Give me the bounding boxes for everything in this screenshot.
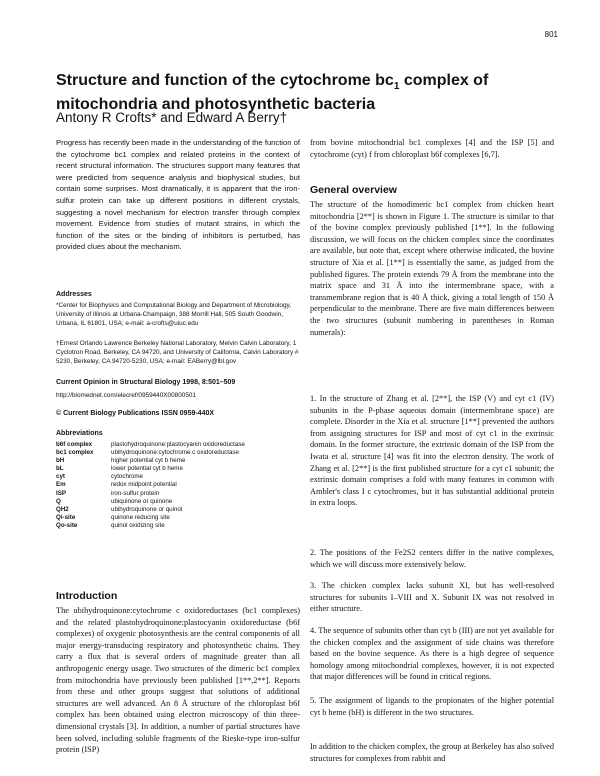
copyright: © Current Biology Publications ISSN 0959-440X — [56, 410, 215, 417]
difference-point-4: 4. The sequence of subunits other than cyt b (III) are not yet available for the chicken complex and the assignment of side chains was therefore based on the bovine sequence. As there is a high degree of sequence homology among mitochondrial complexes, however, it is not expected that major differences will be found in critical regions. — [310, 626, 554, 682]
introduction-heading: Introduction — [56, 590, 118, 602]
abbreviation-row — [56, 465, 306, 473]
title-subscript: 1 — [393, 81, 400, 93]
introduction-text: The ubihydroquinone:cytochrome c oxidoreductases (bc1 complexes) and the related plastohydroquinone:plastocyanin oxidoreductase (b6f complexes) of oxygenic photosynthesis are the central components of all major energy-transducing respiratory and photosynthetic chains. They carry a flux that is several orders of magnitude greater than all anthropogenic energy usage. Two structures of the dimeric bc1 complex from mitochondria have previously been published [1**,2**]. Reports from these and other groups suggest that solutions of additional structures are well advanced. An 8 Å structure of the chloroplast b6f complex has been obtained using electron microscopy of thin three-dimensional crystals [3]. In addition, a number of partial structures have been solved, including soluble fragments of the Rieske-type iron-sulfur protein (ISP) — [56, 606, 300, 755]
abbreviation-definition: quinone reducing site — [111, 513, 170, 521]
page-number: 801 — [544, 30, 558, 39]
journal-citation: Current Opinion in Structural Biology 1998, 8:501–509 — [56, 379, 236, 386]
abbreviation-term: b6f complex — [56, 441, 93, 448]
abbreviation-definition: cytochrome — [111, 473, 143, 481]
abbreviations-table — [56, 441, 306, 530]
abbreviation-row — [56, 457, 306, 465]
abbreviation-term: ISP — [56, 489, 66, 497]
general-overview-text: The structure of the homodimeric bc1 complex from chicken heart mitochondria [2**] is shown in Figure 1. The structure is similar to that of the bovine complex previously published [1**]. In the following discussion, we will focus on the chicken complex since the coordinates are available, but note that, except where otherwise indicated, the bovine structure of Xia et al. [1**] is essentially the same, as judged from the published figures. The protein extends 79 Å from the membrane into the matrix space and 31 Å into the intermembrane space, with a transmembrane region that is 40 Å thick, giving a total length of 150 Å perpendicular to the membrane. There are five main differences between the two structures (subunit numbering in parentheses in Roman numerals): — [310, 200, 554, 337]
difference-point-1: 1. In the structure of Zhang et al. [2**], the ISP (V) and cyt c1 (IV) subunits in the P-phase aqueous domain (intermembrane space) are complete. Disorder in the Xia et al. structure [1**] prevented the authors from assigning structures for ISP and most of cyt c1 in the extrinsic domain. In the former structure, the extrinsic domain of the ISP from the Iwata et al. structure [4] was fit into the electron density. The work of Zhang et al. [2**] is the first published structure for a cyt c1 subunit; the extrinsic domain comprises a fold with many features in common with Ambler's class I c cytochromes, but it has substantial additional protein in extra loops. — [310, 394, 554, 508]
abbreviation-row — [56, 449, 306, 457]
abbreviation-row — [56, 498, 306, 506]
abbreviation-definition: iron-sulfur protein — [111, 489, 160, 497]
abbreviation-row — [56, 490, 306, 498]
address-2: †Ernest Orlando Lawrence Berkeley National Laboratory, Melvin Calvin Laboratory, 1 Cyclotron Road, Berkeley, CA 94720, and University of California, Calvin Laboratory # 5230, Berkeley, CA 94720-5230, USA; e-mail: EABerry@lbl.gov — [56, 340, 299, 365]
abbreviation-term: bc1 complex — [56, 449, 94, 457]
abbreviation-term: Qi-site — [56, 513, 76, 521]
abbreviation-term: bL — [56, 465, 64, 473]
closing-paragraph: In addition to the chicken complex, the group at Berkeley has also solved structures for complexes from rabbit and — [310, 742, 554, 763]
article-title — [56, 72, 556, 114]
authors: Antony R Crofts* and Edward A Berry† — [56, 110, 288, 125]
abbreviation-definition: quinol oxidizing site — [111, 521, 165, 529]
abbreviation-row — [56, 481, 306, 489]
abbreviations-heading: Abbreviations — [56, 430, 103, 437]
abbreviation-row — [56, 522, 306, 530]
addresses-heading: Addresses — [56, 291, 92, 298]
right-column-continuation: from bovine mitochondrial bc1 complexes [4] and the ISP [5] and cytochrome (cyt) f from chloroplast b6f complexes [6,7]. — [310, 138, 554, 159]
abbreviation-term: bH — [56, 457, 65, 465]
abbreviation-definition: ubiquinone or quinone — [111, 497, 173, 505]
title-line1-end: complex of — [399, 72, 489, 89]
abbreviation-definition: higher potential cyt b heme — [111, 457, 186, 465]
difference-point-5: 5. The assignment of ligands to the propionates of the higher potential cyt b heme (bH) is different in the two structures. — [310, 696, 554, 717]
abbreviation-definition: redox midpoint potential — [111, 481, 177, 489]
abstract: Progress has recently been made in the understanding of the function of the cytochrome bc1 complex and related proteins in the context of recent structural information. The structures support many features that were predicted from sequence analysis and biophysical studies, but contain some surprises. Most dramatically, it is apparent that the iron-sulfur protein can take up different positions in different crystals, suggesting a novel mechanism for electron transfer through complex movement. Evidence from studies of mutant strains, in which the function of the sites or the binding of inhibitors is perturbed, has provided clues about the mechanism. — [56, 138, 300, 252]
general-overview-heading: General overview — [310, 184, 397, 196]
abbreviation-definition: ubihydroquinone or quinol — [111, 505, 183, 513]
difference-point-2: 2. The positions of the Fe2S2 centers differ in the native complexes, which we will discuss more extensively below. — [310, 548, 554, 569]
title-line1: Structure and function of the cytochrome bc — [56, 72, 394, 89]
address-1: *Center for Biophysics and Computational Biology and Department of Microbiology, University of Illinois at Urbana-Champaign, 388 Morrill Hall, 505 South Goodwin, Urbana, IL 61801, USA; e-mail: a-crofts@uiuc.edu — [56, 302, 292, 327]
title-line2: mitochondria and photosynthetic bacteria — [56, 96, 376, 114]
abbreviation-row — [56, 514, 306, 522]
abbreviation-definition: plastohydroquinone:plastocyanin oxidoreductase — [111, 441, 245, 448]
abbreviation-term: QH2 — [56, 505, 69, 513]
abbreviation-term: Q — [56, 497, 61, 505]
abbreviation-definition: ubihydroquinone:cytochrome c oxidoreductase — [111, 449, 239, 457]
abbreviation-row — [56, 441, 306, 449]
difference-point-3: 3. The chicken complex lacks subunit XI, but has well-resolved structures for subunits I–VIII and X. Subunit IX was not resolved in either structure. — [310, 581, 554, 614]
abbreviation-row — [56, 506, 306, 514]
abbreviation-definition: lower potential cyt b heme — [111, 465, 183, 473]
abbreviation-row — [56, 473, 306, 481]
abbreviation-term: cyt — [56, 473, 65, 481]
article-url[interactable]: http://biomednet.com/elecref/0959440X00800501 — [56, 392, 196, 399]
abbreviation-term: Qo-site — [56, 521, 78, 529]
abbreviation-term: Em — [56, 481, 66, 489]
